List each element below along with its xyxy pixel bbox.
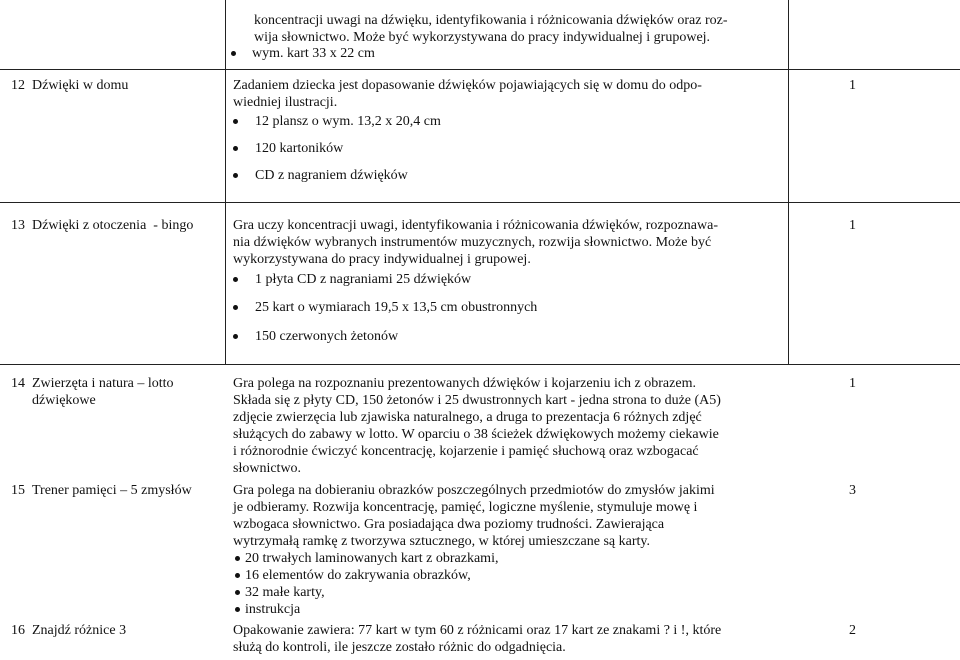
product-description (233, 77, 783, 111)
description-line: Opakowanie zawiera: 77 kart w tym 60 z różnicami oraz 17 kart ze znakami ? i !, które (233, 623, 722, 638)
continued-description (254, 12, 774, 46)
list-item-text: 25 kart o wymiarach 19,5 x 13,5 cm obustronnych (255, 300, 538, 315)
product-name: Trener pamięci – 5 zmysłów (32, 483, 192, 498)
description-line: Gra polega na dobieraniu obrazków poszczególnych przedmiotów do zmysłów jakimi (233, 483, 715, 498)
list-item (233, 113, 441, 130)
list-item (233, 328, 398, 345)
table-row (0, 364, 960, 476)
product-name: Dźwięki z otoczenia - bingo (32, 218, 194, 233)
description-line: wykorzystywana do pracy indywidualnej i grupowej. (233, 252, 531, 267)
description-line: Składa się z płyty CD, 150 żetonów i 25 dwustronnych kart - jedna strona to duże (A5) (233, 393, 721, 408)
list-item (233, 167, 408, 184)
list-item-text: 20 trwałych laminowanych kart z obrazkami, (245, 551, 499, 566)
quantity: 1 (849, 78, 856, 93)
description-line: służą do kontroli, ile jeszcze zostało różnic do odgadnięcia. (233, 640, 566, 655)
list-item-text: 150 czerwonych żetonów (255, 329, 399, 344)
row-number: 13 (11, 218, 25, 233)
description-line: wytrzymałą ramkę z tworzywa sztucznego, w której umieszczane są karty. (233, 534, 650, 549)
description-line: koncentracji uwagi na dźwięku, identyfikowania i różnicowania dźwięków oraz roz- (254, 13, 728, 28)
table-row (0, 202, 960, 364)
list-item-text: instrukcja (245, 602, 301, 617)
list-item (233, 271, 471, 288)
product-name: Znajdź różnice 3 (32, 623, 127, 638)
list-item (233, 299, 537, 316)
list-item-text: 32 małe karty, (245, 585, 325, 600)
product-description (233, 217, 788, 268)
list-item (233, 140, 343, 157)
description-line: je odbieramy. Rozwija koncentrację, pamięć, logiczne myślenie, stymuluje mowę i (233, 500, 698, 515)
description-line: Zadaniem dziecka jest dopasowanie dźwięków pojawiających się w domu do odpo- (233, 78, 702, 93)
list-item (233, 584, 788, 601)
description-line: służących do zabawy w lotto. W oparciu o 38 ścieżek dźwiękowych możemy ciekawie (233, 427, 719, 442)
product-description (233, 622, 793, 656)
table-row (0, 616, 960, 660)
row-number: 15 (11, 483, 25, 498)
description-line: Gra uczy koncentracji uwagi, identyfikowania i różnicowania dźwięków, rozpoznawa- (233, 218, 719, 233)
list-item (231, 45, 375, 62)
product-description (233, 375, 788, 477)
description-line: wzbogaca słownictwo. Gra posiadająca dwa poziomy trudności. Zawierająca (233, 517, 665, 532)
list-item-text: 16 elementów do zakrywania obrazków, (245, 568, 471, 583)
description-line: słownictwo. (233, 461, 302, 476)
quantity: 2 (849, 623, 856, 638)
list-item (233, 550, 788, 567)
product-name: Dźwięki w domu (32, 78, 129, 93)
list-item-text: CD z nagraniem dźwięków (255, 168, 408, 183)
quantity: 3 (849, 483, 856, 498)
product-name: Zwierzęta i natura – lotto dźwiękowe (32, 376, 174, 408)
description-line: wija słownictwo. Może być wykorzystywana do pracy indywidualnej i grupowej. (254, 30, 711, 45)
description-line: nia dźwięków wybranych instrumentów muzycznych, rozwija słownictwo. Może być (233, 235, 712, 250)
quantity: 1 (849, 218, 856, 233)
list-item-text: 12 plansz o wym. 13,2 x 20,4 cm (255, 114, 441, 129)
row-number: 14 (11, 376, 25, 391)
table-row (0, 476, 960, 616)
quantity: 1 (849, 376, 856, 391)
list-item-text: 1 płyta CD z nagraniami 25 dźwięków (255, 272, 472, 287)
description-line: i różnorodnie ćwiczyć koncentrację, kojarzenie i pamięć słuchową oraz wzbogacać (233, 444, 699, 459)
list-item-text: wym. kart 33 x 22 cm (252, 46, 375, 61)
table-row (0, 69, 960, 202)
description-line: zdjęcie zwierzęcia lub zjawiska naturalnego, a druga to prezentacja 6 różnych zdjęć (233, 410, 702, 425)
row-number: 16 (11, 623, 25, 638)
list-item (233, 567, 788, 584)
list-item-text: 120 kartoników (255, 141, 344, 156)
description-line: Gra polega na rozpoznaniu prezentowanych dźwięków i kojarzeniu ich z obrazem. (233, 376, 696, 391)
description-line: wiedniej ilustracji. (233, 95, 338, 110)
product-description (233, 482, 788, 618)
row-number: 12 (11, 78, 25, 93)
